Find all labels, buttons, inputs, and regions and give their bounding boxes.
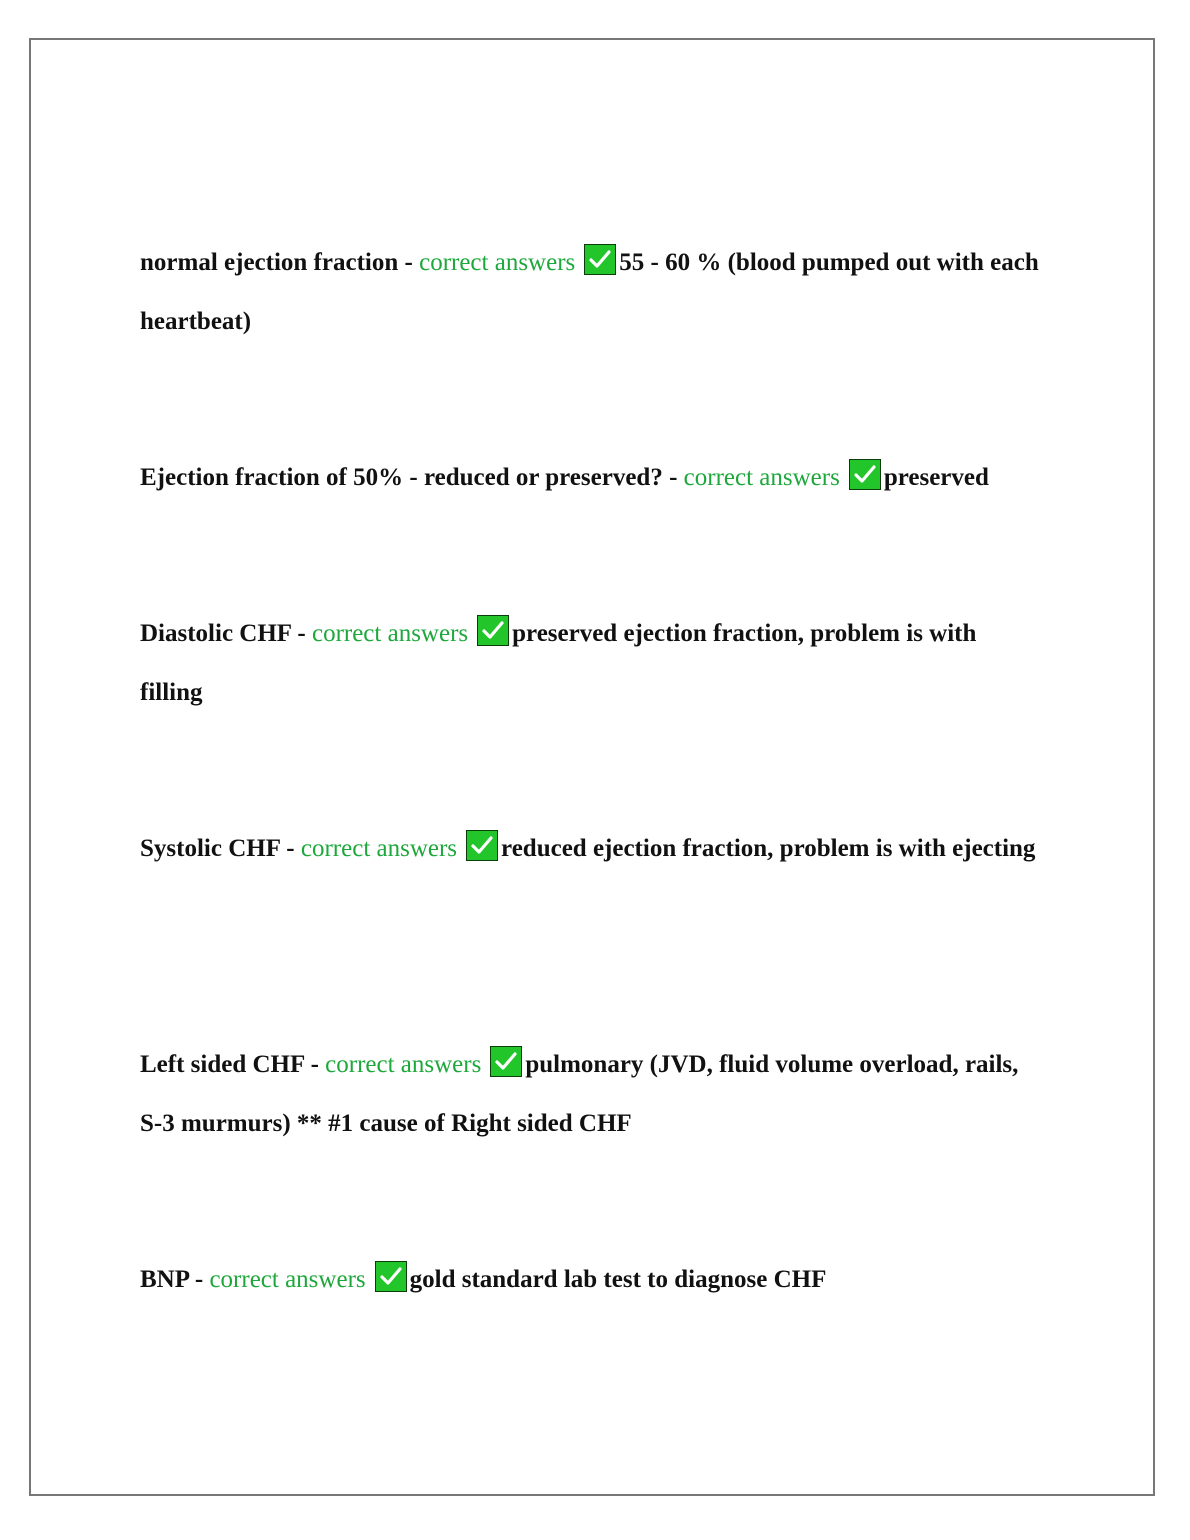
separator: - [662, 464, 684, 491]
correct-answers-label: correct answers [683, 464, 840, 491]
answer-text: 55 - 60 % (blood pumped out with each heartbeat) [140, 249, 1039, 335]
check-mark-icon [849, 459, 881, 490]
question-text: Left sided CHF [140, 1051, 305, 1078]
separator: - [398, 249, 420, 276]
separator: - [188, 1266, 210, 1293]
separator: - [304, 1051, 326, 1078]
correct-answers-label: correct answers [209, 1266, 366, 1293]
correct-answers-label: correct answers [419, 249, 576, 276]
separator: - [291, 620, 312, 647]
question-text: Ejection fraction of 50% - reduced or preserved? [140, 464, 663, 491]
answer-text: gold standard lab test to diagnose CHF [409, 1266, 827, 1293]
question-text: Systolic CHF [140, 835, 281, 862]
question-text: BNP [140, 1266, 189, 1293]
separator: - [280, 835, 301, 862]
answer-text: reduced ejection fraction, problem is with ejecting [501, 835, 1036, 862]
check-mark-icon [477, 615, 509, 646]
question-text: Diastolic CHF [140, 620, 292, 647]
question-text: normal ejection fraction [140, 249, 399, 276]
check-mark-icon [490, 1046, 522, 1077]
check-mark-icon [466, 830, 498, 861]
correct-answers-label: correct answers [300, 835, 458, 862]
check-mark-icon [375, 1261, 407, 1292]
qa-item [140, 1035, 1040, 1153]
qa-item [140, 448, 1040, 507]
qa-item [140, 233, 1040, 351]
correct-answers-label: correct answers [311, 620, 469, 647]
correct-answers-label: correct answers [325, 1051, 482, 1078]
qa-item [140, 604, 1040, 722]
qa-item [140, 1250, 1040, 1309]
answer-text: pulmonary (JVD, fluid volume overload, rails, S-3 murmurs) ** #1 cause of Right sided CHF [140, 1051, 1019, 1137]
qa-item [140, 819, 1040, 878]
answer-text: preserved ejection fraction, problem is with filling [140, 620, 977, 706]
check-mark-icon [584, 244, 616, 275]
answer-text: preserved [883, 464, 989, 491]
